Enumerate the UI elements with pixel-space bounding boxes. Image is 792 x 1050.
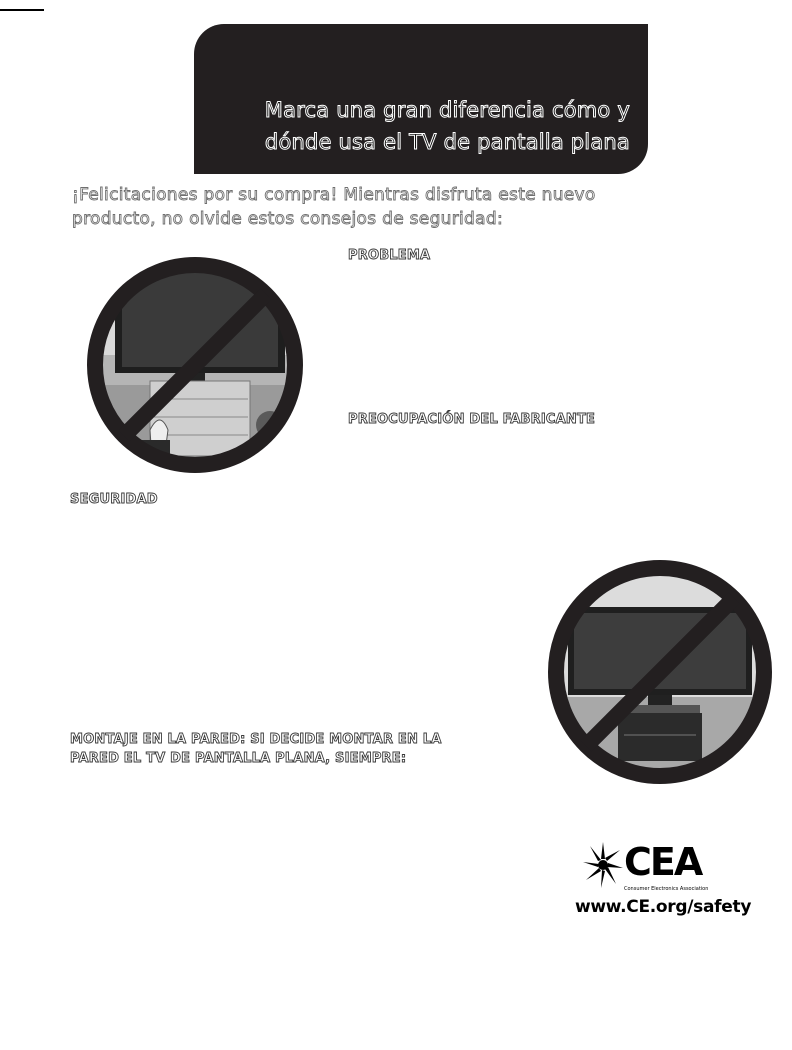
preocupacion-heading: PREOCUPACIÓN DEL FABRICANTE	[348, 412, 596, 427]
cea-safety-url: www.CE.org/safety	[575, 897, 752, 917]
cea-logo-wordmark: CEA	[624, 840, 702, 884]
intro-line-2: producto, no olvide estos consejos de seguridad:	[72, 209, 503, 229]
problema-heading: PROBLEMA	[348, 248, 431, 263]
header-title-line-1: Marca una gran diferencia cómo y	[264, 98, 630, 122]
intro-line-1: ¡Felicitaciones por su compra! Mientras disfruta este nuevo	[72, 185, 596, 205]
corner-crop-mark	[0, 0, 44, 11]
montaje-heading-line-2: PARED EL TV DE PANTALLA PLANA, SIEMPRE:	[70, 751, 407, 766]
prohibited-tv-on-dresser-photo	[80, 255, 310, 475]
montaje-heading-line-1: MONTAJE EN LA PARED: SI DECIDE MONTAR EN LA	[70, 732, 442, 747]
header-banner	[194, 24, 648, 174]
header-title-line-2: dónde usa el TV de pantalla plana	[264, 130, 630, 154]
cea-logo-subtitle: Consumer Electronics Association	[624, 886, 709, 892]
montaje-heading	[70, 730, 510, 768]
header-title	[200, 94, 630, 158]
prohibited-tv-on-stand-photo	[540, 557, 780, 787]
starburst-icon	[582, 840, 624, 890]
intro-paragraph	[72, 183, 692, 231]
seguridad-heading: SEGURIDAD	[70, 492, 158, 507]
